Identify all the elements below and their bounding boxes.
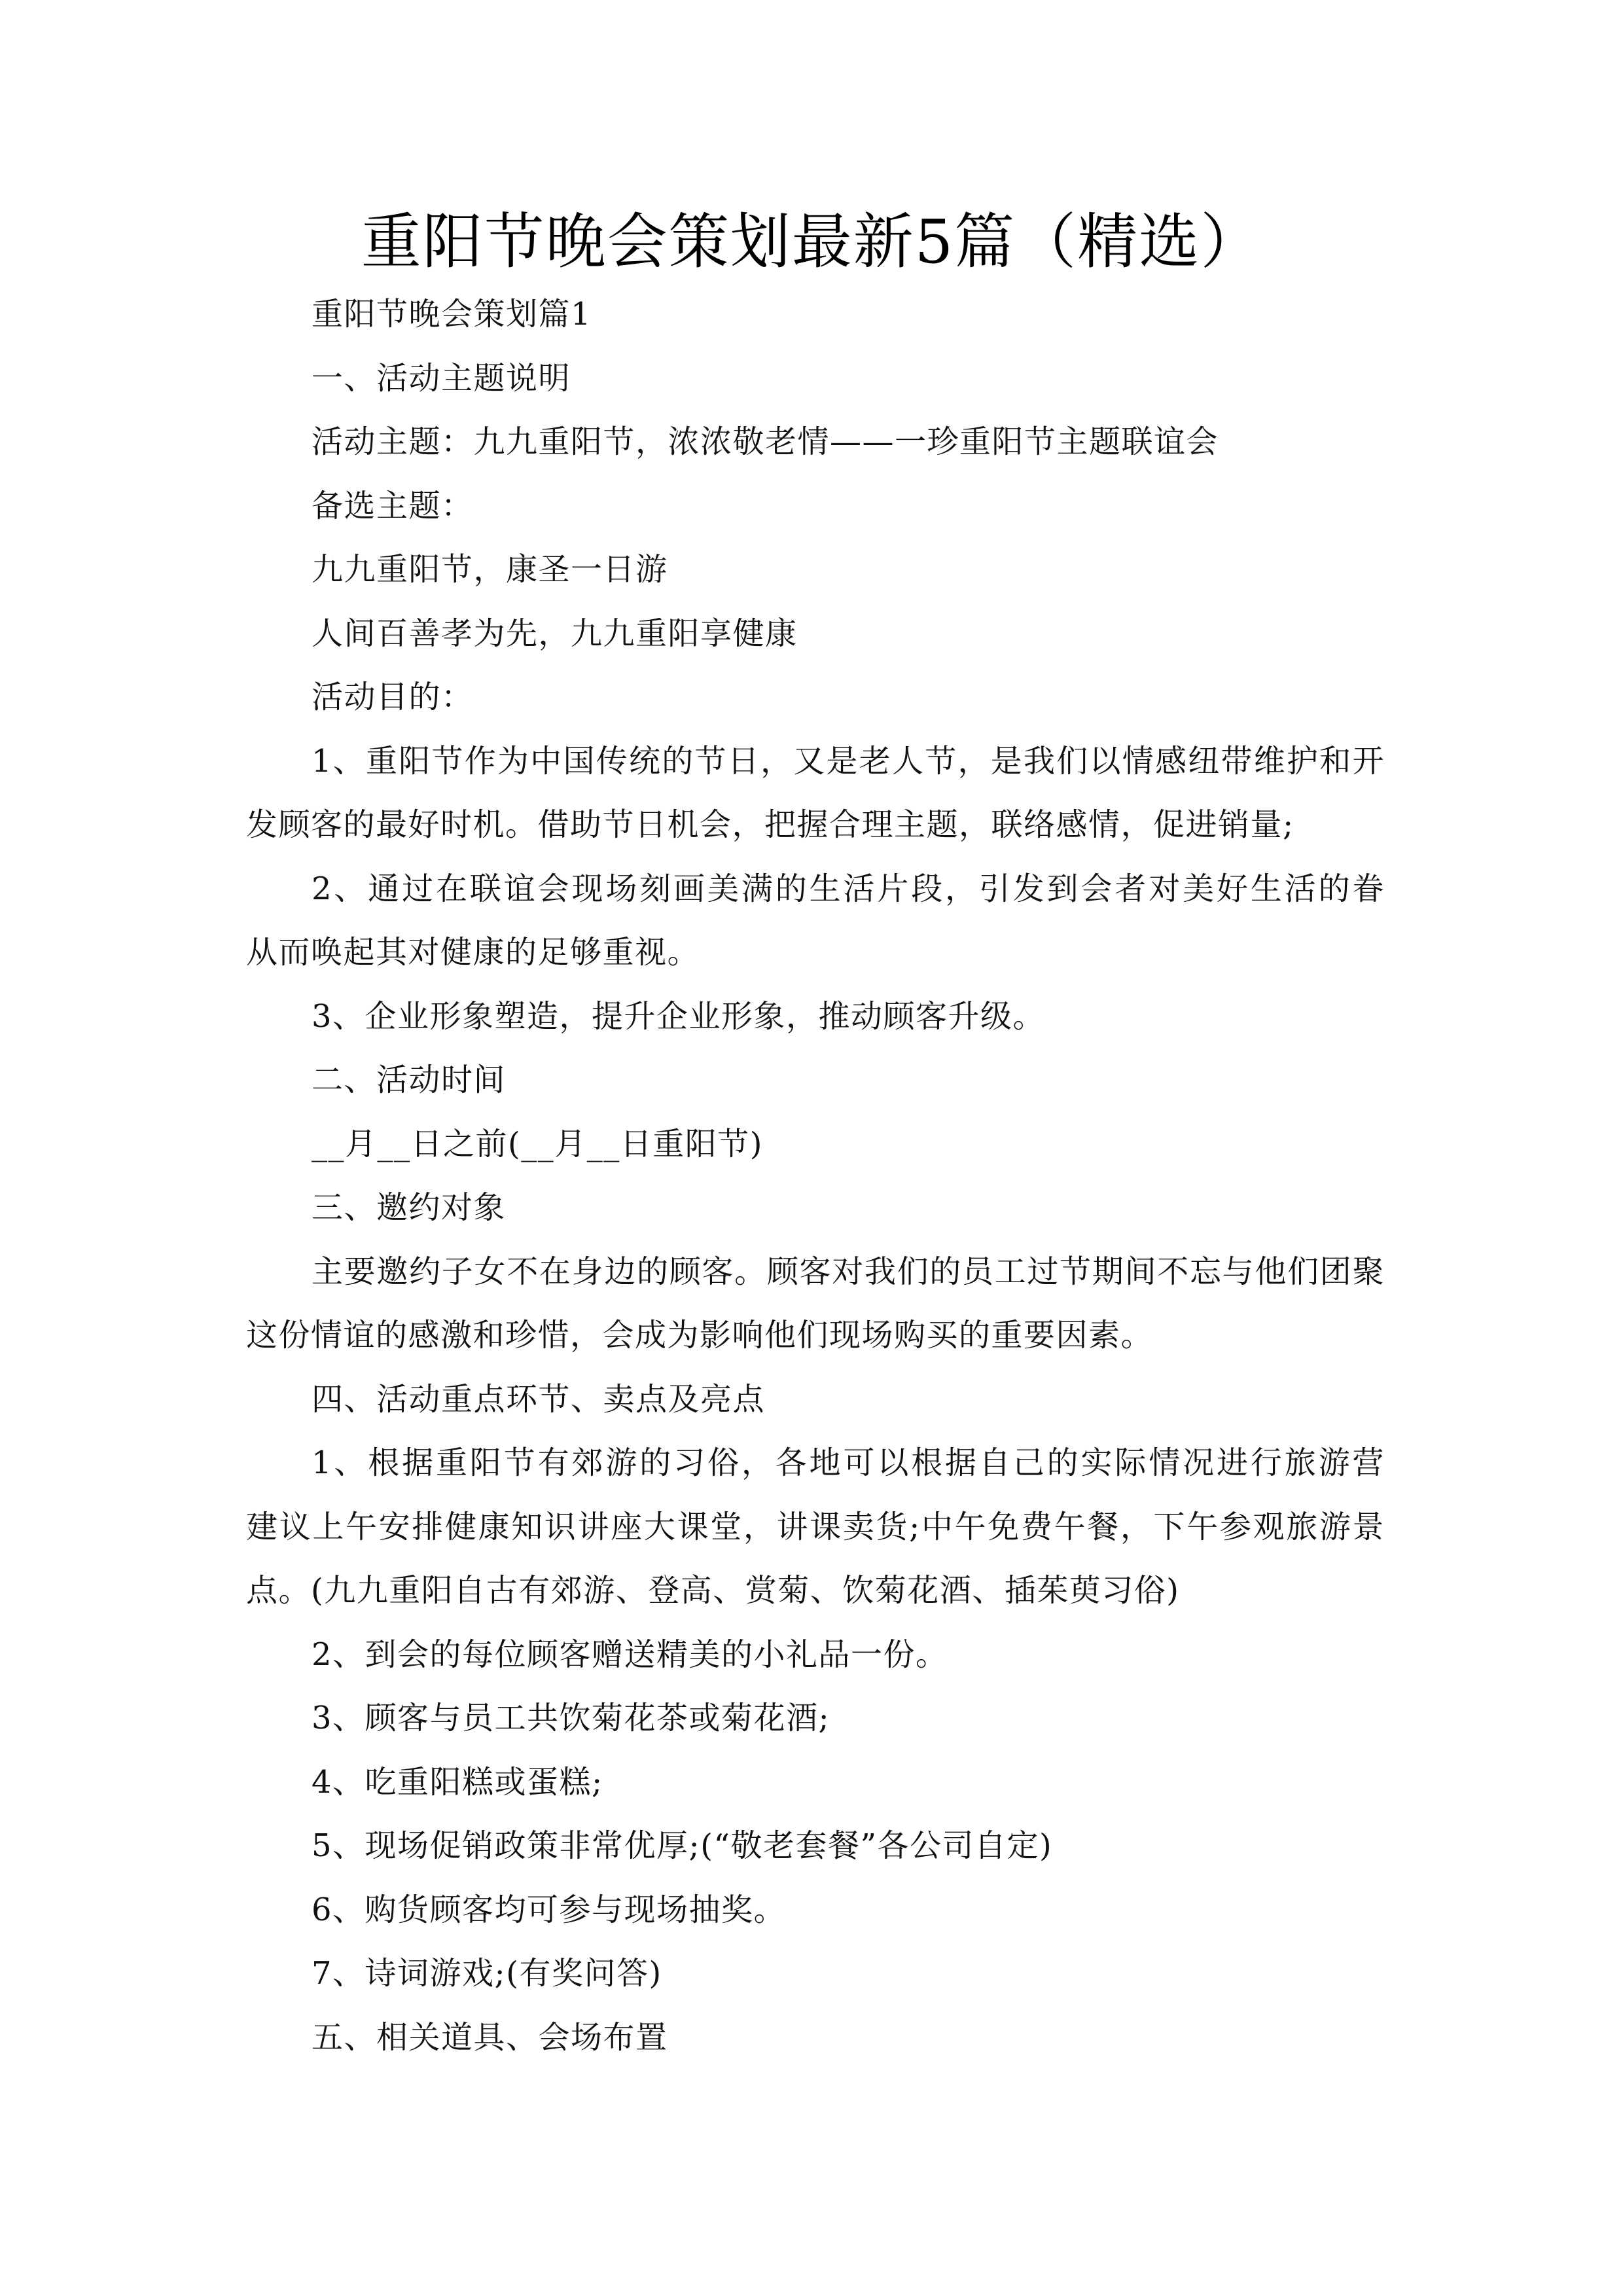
paragraph: [246, 410, 1385, 475]
paragraph: [246, 730, 1385, 857]
paragraph: [246, 1814, 1385, 1878]
text-line: 五、相关道具、会场布置: [312, 2018, 668, 2056]
paragraph: [246, 1113, 1385, 1177]
text-line: 1、重阳节作为中国传统的节日，又是老人节，是我们以情感纽带维护和开: [312, 742, 1385, 780]
text-line: 活动主题：九九重阳节，浓浓敬老情——一珍重阳节主题联谊会: [312, 423, 1219, 460]
document-title: 重阳节晚会策划最新5篇（精选）: [361, 207, 1262, 277]
text-line: 人间百善孝为先，九九重阳享健康: [312, 615, 798, 652]
paragraph: [246, 347, 1385, 411]
text-line: 6、购货顾客均可参与现场抽奖。: [312, 1891, 787, 1928]
text-line: 这份情谊的感激和珍惜，会成为影响他们现场购买的重要因素。: [246, 1317, 1154, 1354]
text-line: 从而唤起其对健康的足够重视。: [246, 934, 700, 971]
paragraph: [246, 1049, 1385, 1113]
paragraph: [246, 1751, 1385, 1815]
text-line: 5、现场促销政策非常优厚;(“敬老套餐”各公司自定): [312, 1827, 1053, 1864]
text-line: 点。(九九重阳自古有郊游、登高、赏菊、饮菊花酒、插茱萸习俗): [246, 1572, 1180, 1609]
paragraph: [246, 985, 1385, 1049]
paragraph: [246, 1687, 1385, 1751]
text-line: 主要邀约子女不在身边的顾客。顾客对我们的员工过节期间不忘与他们团聚: [312, 1253, 1385, 1290]
text-line: 2、通过在联谊会现场刻画美满的生活片段，引发到会者对美好生活的眷: [312, 870, 1385, 907]
text-line: 备选主题：: [312, 487, 474, 524]
paragraph: [246, 283, 1385, 347]
text-line: 建议上午安排健康知识讲座大课堂，讲课卖货;中午免费午餐，下午参观旅游景: [246, 1508, 1385, 1545]
paragraph: [246, 1623, 1385, 1687]
text-line: 发顾客的最好时机。借助节日机会，把握合理主题，联络感情，促进销量;: [246, 806, 1294, 843]
text-line: __月__日之前(__月__日重阳节): [312, 1125, 763, 1162]
paragraph: [246, 1368, 1385, 1432]
paragraph: [246, 666, 1385, 730]
text-line: 2、到会的每位顾客赠送精美的小礼品一份。: [312, 1636, 948, 1673]
text-line: 三、邀约对象: [312, 1189, 507, 1226]
paragraph: [246, 857, 1385, 985]
paragraph: [246, 475, 1385, 539]
text-line: 3、企业形象塑造，提升企业形象，推动顾客升级。: [312, 997, 1046, 1035]
text-line: 重阳节晚会策划篇1: [312, 296, 592, 332]
paragraph: [246, 1878, 1385, 1943]
paragraph: [246, 1942, 1385, 2006]
paragraph: [246, 538, 1385, 602]
paragraph: [246, 1431, 1385, 1623]
text-line: 4、吃重阳糕或蛋糕;: [312, 1763, 603, 1801]
text-line: 一、活动主题说明: [312, 359, 571, 397]
text-line: 3、顾客与员工共饮菊花茶或菊花酒;: [312, 1700, 830, 1736]
text-line: 1、根据重阳节有郊游的习俗，各地可以根据自己的实际情况进行旅游营: [312, 1444, 1385, 1481]
paragraph: [246, 1240, 1385, 1368]
paragraph: [246, 2006, 1385, 2070]
document-body: [246, 283, 1385, 2070]
text-line: 四、活动重点环节、卖点及亮点: [312, 1380, 766, 1418]
text-line: 九九重阳节，康圣一日游: [312, 551, 668, 588]
text-line: 二、活动时间: [312, 1062, 507, 1098]
paragraph: [246, 602, 1385, 666]
paragraph: [246, 1176, 1385, 1240]
text-line: 7、诗词游戏;(有奖问答): [312, 1955, 662, 1992]
text-line: 活动目的：: [312, 679, 474, 715]
